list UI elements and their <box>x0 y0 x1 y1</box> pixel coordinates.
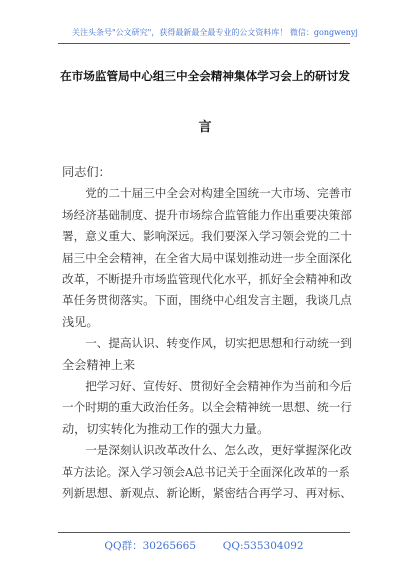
header-divider <box>58 43 350 44</box>
body-line: 一个时期的重大政治任务。以全会精神统一思想、统一行 <box>62 400 352 415</box>
body-line: 届三中全会精神，在全省大局中谋划推动进一步全面深化 <box>62 250 352 265</box>
body-line: 列新思想、新观点、新论断，紧密结合再学习、再对标、 <box>62 486 352 501</box>
body-line: 场经济基础制度、提升市场综合监管能力作出重要决策部 <box>62 207 352 222</box>
body-line: 把学习好、宣传好、贯彻好全会精神作为当前和今后 <box>62 379 352 394</box>
body-line: 党的二十届三中全会对构建全国统一大市场、完善市 <box>62 186 352 201</box>
header-note: 关注头条号"公文研究"，获得最新最全最专业的公文资料库！ 微信：gongwenyj <box>72 28 358 37</box>
body-line: 动，切实转化为推动工作的强大力量。 <box>62 421 270 436</box>
body-line: 浅见。 <box>62 314 99 329</box>
body-line: 革任务贯彻落实。下面，围绕中心组发言主题，我谈几点 <box>62 293 352 308</box>
body-line: 革方法论。深入学习领会A总书记关于全面深化改革的一系 <box>62 465 350 479</box>
body-line: 同志们： <box>62 165 111 179</box>
body-line: 一、提高认识、转变作风，切实把思想和行动统一到 <box>62 336 352 351</box>
body-line: 署，意义重大、影响深远。我们要深入学习领会党的二十 <box>62 229 352 244</box>
body-line: 改革，不断提升市场监管现代化水平，抓好全会精神和改 <box>62 272 352 287</box>
footer-note: QQ群：30265665 QQ:535304092 <box>104 540 304 552</box>
document-body <box>62 162 354 505</box>
document-title-line-1: 在市场监管局中心组三中全会精神集体学习会上的研讨发 <box>60 69 350 83</box>
document-title-line-2: 言 <box>198 120 212 135</box>
body-line: 一是深刻认识改革改什么、怎么改，更好掌握深化改 <box>62 443 352 458</box>
body-line: 全会精神上来 <box>62 357 136 372</box>
footer-divider <box>58 532 350 533</box>
